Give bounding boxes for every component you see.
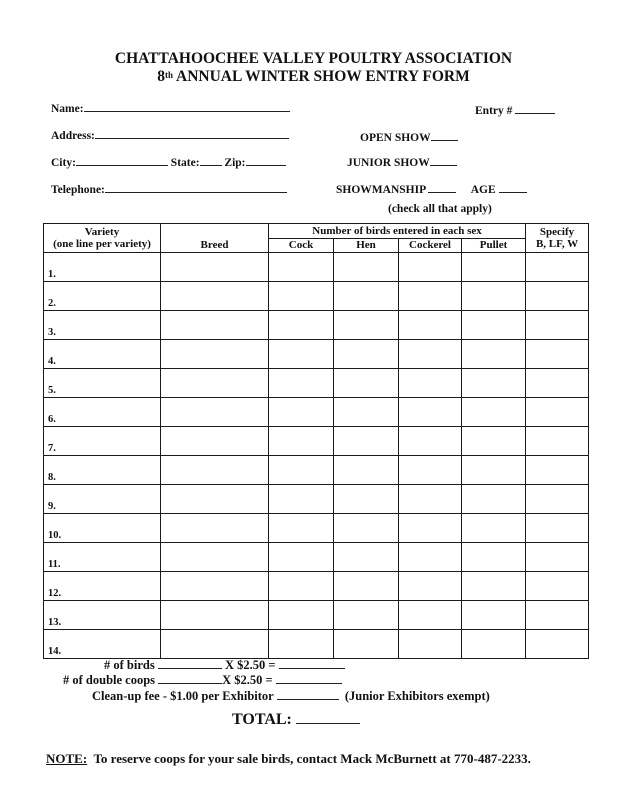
coops-label: # of double coops: [63, 673, 156, 687]
row-number: 2.: [48, 298, 56, 309]
specify-cell[interactable]: [526, 253, 589, 282]
table-header-row-1: [44, 224, 589, 239]
check-all-note: (check all that apply): [388, 203, 492, 215]
total-line: [232, 711, 360, 729]
specify-cell[interactable]: [526, 282, 589, 311]
cockerel-cell[interactable]: [399, 369, 462, 398]
birds-count-input[interactable]: [158, 658, 222, 669]
variety-cell[interactable]: [44, 456, 161, 485]
row-number: 4.: [48, 356, 56, 367]
coops-subtotal-input[interactable]: [276, 673, 342, 684]
breed-cell[interactable]: [161, 543, 269, 572]
cock-cell[interactable]: [269, 282, 334, 311]
open-show-option[interactable]: [360, 130, 458, 144]
birds-subtotal-input[interactable]: [279, 658, 345, 669]
pullet-cell[interactable]: [462, 398, 526, 427]
variety-cell[interactable]: [44, 282, 161, 311]
variety-cell[interactable]: [44, 369, 161, 398]
cock-cell[interactable]: [269, 369, 334, 398]
cockerel-cell[interactable]: [399, 427, 462, 456]
specify-cell[interactable]: [526, 601, 589, 630]
cock-cell[interactable]: [269, 253, 334, 282]
variety-cell[interactable]: [44, 514, 161, 543]
specify-cell[interactable]: [526, 369, 589, 398]
form-title-line2: [0, 68, 627, 86]
breed-header: Breed: [161, 224, 269, 253]
specify-cell[interactable]: [526, 398, 589, 427]
hen-cell[interactable]: [334, 572, 399, 601]
city-input-line[interactable]: [76, 155, 168, 166]
note-text: To reserve coops for your sale birds, contact Mack McBurnett at 770-487-2233.: [93, 751, 531, 766]
pullet-cell[interactable]: [462, 630, 526, 659]
row-number: 10.: [48, 530, 62, 541]
table-row: [44, 282, 589, 311]
breed-cell[interactable]: [161, 427, 269, 456]
state-label: State:: [170, 157, 200, 169]
table-row: [44, 253, 589, 282]
table-row: [44, 369, 589, 398]
row-number: 9.: [48, 501, 56, 512]
breed-cell[interactable]: [161, 456, 269, 485]
cleanup-fee-input[interactable]: [277, 689, 339, 700]
pullet-cell[interactable]: [462, 514, 526, 543]
pullet-cell[interactable]: [462, 456, 526, 485]
breed-cell[interactable]: [161, 572, 269, 601]
cock-header: Cock: [269, 238, 334, 253]
coops-count-input[interactable]: [158, 673, 222, 684]
number-of-birds-header: Number of birds entered in each sex: [269, 224, 526, 239]
specify-cell[interactable]: [526, 485, 589, 514]
cockerel-cell[interactable]: [399, 398, 462, 427]
variety-header: [44, 224, 161, 253]
row-number: 13.: [48, 617, 62, 628]
total-input[interactable]: [296, 713, 360, 724]
name-input-line[interactable]: [84, 101, 290, 112]
variety-cell[interactable]: [44, 253, 161, 282]
cockerel-header: Cockerel: [399, 238, 462, 253]
coops-fee-line: [63, 673, 342, 688]
breed-cell[interactable]: [161, 514, 269, 543]
pullet-cell[interactable]: [462, 311, 526, 340]
variety-cell[interactable]: [44, 485, 161, 514]
row-number: 3.: [48, 327, 56, 338]
cockerel-cell[interactable]: [399, 572, 462, 601]
variety-cell[interactable]: [44, 311, 161, 340]
total-label: TOTAL:: [232, 711, 292, 728]
specify-header: [526, 224, 589, 253]
address-input-line[interactable]: [95, 128, 289, 139]
breed-cell[interactable]: [161, 311, 269, 340]
breed-cell[interactable]: [161, 485, 269, 514]
variety-cell[interactable]: [44, 601, 161, 630]
hen-header: Hen: [334, 238, 399, 253]
cleanup-exempt-note: (Junior Exhibitors exempt): [344, 689, 490, 703]
address-label: Address:: [51, 130, 95, 142]
hen-cell[interactable]: [334, 427, 399, 456]
variety-cell[interactable]: [44, 427, 161, 456]
variety-header-line2: (one line per variety): [53, 238, 151, 250]
variety-cell[interactable]: [44, 572, 161, 601]
junior-show-option[interactable]: [347, 155, 457, 169]
title-ordinal: 8: [157, 68, 165, 85]
cock-cell[interactable]: [269, 398, 334, 427]
row-number: 11.: [48, 559, 61, 570]
cockerel-cell[interactable]: [399, 514, 462, 543]
entry-number-field[interactable]: [475, 103, 555, 117]
row-number: 6.: [48, 414, 56, 425]
pullet-cell[interactable]: [462, 369, 526, 398]
row-number: 1.: [48, 269, 56, 280]
cock-cell[interactable]: [269, 601, 334, 630]
breed-cell[interactable]: [161, 630, 269, 659]
hen-cell[interactable]: [334, 485, 399, 514]
showmanship-checkline[interactable]: [428, 182, 456, 193]
specify-cell[interactable]: [526, 456, 589, 485]
row-number: 8.: [48, 472, 56, 483]
table-row: [44, 572, 589, 601]
cockerel-cell[interactable]: [399, 311, 462, 340]
title-ordinal-suffix: th: [165, 70, 174, 80]
showmanship-option[interactable]: [336, 182, 527, 196]
cock-cell[interactable]: [269, 456, 334, 485]
specify-cell[interactable]: [526, 543, 589, 572]
cock-cell[interactable]: [269, 514, 334, 543]
birds-label: # of birds: [104, 658, 155, 672]
coops-rate: X $2.50 =: [222, 673, 273, 687]
table-row: [44, 485, 589, 514]
junior-show-checkline[interactable]: [430, 155, 457, 166]
specify-header-line1: Specify: [539, 226, 575, 238]
zip-input-line[interactable]: [246, 155, 286, 166]
row-number: 12.: [48, 588, 62, 599]
pullet-cell[interactable]: [462, 282, 526, 311]
table-row: [44, 630, 589, 659]
row-number: 5.: [48, 385, 56, 396]
table-row: [44, 543, 589, 572]
hen-cell[interactable]: [334, 340, 399, 369]
table-row: [44, 311, 589, 340]
variety-cell[interactable]: [44, 340, 161, 369]
cock-cell[interactable]: [269, 427, 334, 456]
telephone-label: Telephone:: [51, 184, 105, 196]
specify-cell[interactable]: [526, 340, 589, 369]
cock-cell[interactable]: [269, 572, 334, 601]
table-row: [44, 398, 589, 427]
pullet-cell[interactable]: [462, 340, 526, 369]
city-state-zip-fields: [51, 155, 286, 169]
zip-label: Zip:: [224, 157, 246, 169]
pullet-cell[interactable]: [462, 427, 526, 456]
table-row: [44, 601, 589, 630]
specify-cell[interactable]: [526, 572, 589, 601]
specify-header-line2: B, LF, W: [535, 238, 579, 250]
open-show-label: OPEN SHOW: [360, 132, 431, 144]
age-input-line[interactable]: [499, 182, 527, 193]
city-label: City:: [51, 157, 76, 169]
junior-show-label: JUNIOR SHOW: [347, 157, 430, 169]
cock-cell[interactable]: [269, 543, 334, 572]
form-title-line1: CHATTAHOOCHEE VALLEY POULTRY ASSOCIATION: [114, 50, 513, 67]
state-input-line[interactable]: [200, 155, 222, 166]
telephone-field[interactable]: [51, 182, 287, 196]
specify-cell[interactable]: [526, 427, 589, 456]
row-number: 7.: [48, 443, 56, 454]
pullet-cell[interactable]: [462, 601, 526, 630]
cockerel-cell[interactable]: [399, 282, 462, 311]
cockerel-cell[interactable]: [399, 543, 462, 572]
open-show-checkline[interactable]: [431, 130, 458, 141]
breed-cell[interactable]: [161, 601, 269, 630]
breed-cell[interactable]: [161, 253, 269, 282]
variety-cell[interactable]: [44, 543, 161, 572]
address-field[interactable]: [51, 128, 289, 142]
birds-rate: X $2.50 =: [224, 658, 276, 672]
showmanship-label: SHOWMANSHIP: [336, 184, 426, 196]
age-label: AGE: [470, 184, 496, 196]
cleanup-label: Clean-up fee - $1.00 per Exhibitor: [92, 689, 274, 703]
hen-cell[interactable]: [334, 514, 399, 543]
telephone-input-line[interactable]: [105, 182, 287, 193]
table-row: [44, 456, 589, 485]
pullet-cell[interactable]: [462, 543, 526, 572]
note-line: [46, 751, 531, 767]
name-label: Name:: [51, 103, 84, 115]
table-row: [44, 427, 589, 456]
specify-cell[interactable]: [526, 514, 589, 543]
name-field[interactable]: [51, 101, 290, 115]
breed-cell[interactable]: [161, 282, 269, 311]
title-rest: ANNUAL WINTER SHOW ENTRY FORM: [173, 68, 470, 85]
cock-cell[interactable]: [269, 485, 334, 514]
breed-cell[interactable]: [161, 340, 269, 369]
hen-cell[interactable]: [334, 369, 399, 398]
hen-cell[interactable]: [334, 601, 399, 630]
hen-cell[interactable]: [334, 282, 399, 311]
hen-cell[interactable]: [334, 253, 399, 282]
variety-cell[interactable]: [44, 630, 161, 659]
note-label: NOTE:: [46, 751, 88, 766]
cleanup-fee-line: [92, 689, 490, 704]
cockerel-cell[interactable]: [399, 485, 462, 514]
cockerel-cell[interactable]: [399, 601, 462, 630]
breed-cell[interactable]: [161, 398, 269, 427]
breed-cell[interactable]: [161, 369, 269, 398]
entry-label: Entry #: [475, 105, 513, 117]
pullet-cell[interactable]: [462, 572, 526, 601]
table-row: [44, 514, 589, 543]
entry-table: [43, 223, 589, 659]
entry-input-line[interactable]: [515, 103, 555, 114]
cock-cell[interactable]: [269, 630, 334, 659]
hen-cell[interactable]: [334, 311, 399, 340]
cock-cell[interactable]: [269, 311, 334, 340]
pullet-cell[interactable]: [462, 253, 526, 282]
cockerel-cell[interactable]: [399, 456, 462, 485]
pullet-cell[interactable]: [462, 485, 526, 514]
row-number: 14.: [48, 646, 62, 657]
specify-cell[interactable]: [526, 311, 589, 340]
cockerel-cell[interactable]: [399, 340, 462, 369]
table-row: [44, 340, 589, 369]
hen-cell[interactable]: [334, 630, 399, 659]
hen-cell[interactable]: [334, 543, 399, 572]
hen-cell[interactable]: [334, 456, 399, 485]
variety-header-line1: Variety: [84, 226, 120, 238]
cock-cell[interactable]: [269, 340, 334, 369]
cockerel-cell[interactable]: [399, 253, 462, 282]
specify-cell[interactable]: [526, 630, 589, 659]
variety-cell[interactable]: [44, 398, 161, 427]
hen-cell[interactable]: [334, 398, 399, 427]
pullet-header: Pullet: [462, 238, 526, 253]
cockerel-cell[interactable]: [399, 630, 462, 659]
birds-fee-line: [104, 658, 345, 673]
